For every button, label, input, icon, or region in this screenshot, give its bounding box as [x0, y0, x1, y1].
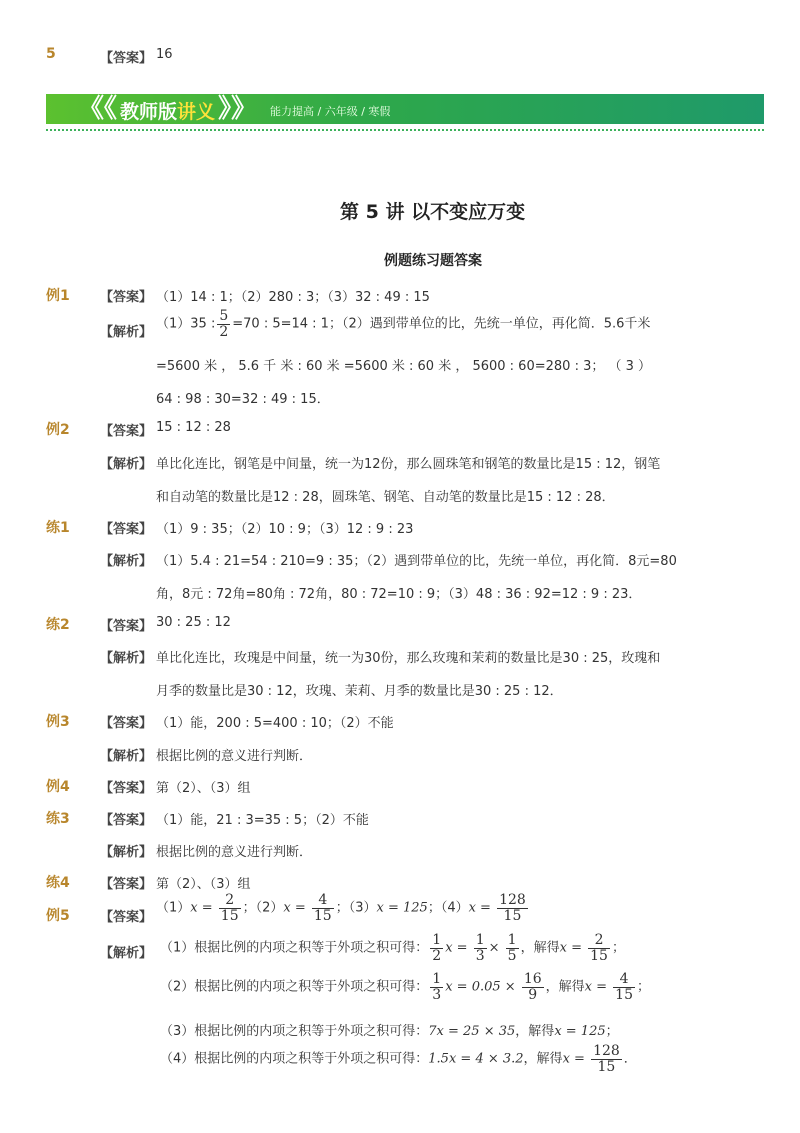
analysis-line: 单比化连比，钢笔是中间量，统一为12份，那么圆珠笔和钢笔的数量比是15 : 12，钢笔: [156, 457, 661, 472]
answer-text: 15 : 12 : 28: [156, 420, 231, 435]
item-label: 例5: [46, 908, 70, 924]
answer-tag: 【答案】: [100, 424, 153, 439]
item-number: 5: [46, 46, 56, 62]
answer-text: 第（2）、（3）组: [156, 877, 251, 892]
analysis-tag: 【解析】: [100, 845, 153, 860]
analysis-line: （1）5.4 : 21=54 : 210=9 : 35；（2）遇到带单位的比，先统一单位，再化简．8元=80: [156, 554, 677, 569]
analysis-line: 根据比例的意义进行判断．: [156, 845, 313, 860]
analysis-tag: 【解析】: [100, 457, 153, 472]
analysis-line: 根据比例的意义进行判断．: [156, 749, 313, 764]
item-label: 练3: [46, 811, 70, 827]
answer-tag: 【答案】: [100, 716, 153, 731]
analysis-line: （1）根据比例的内项之积等于外项之积可得： $\frac{1}{2}$ x = $\frac{1}{3}$ × $\frac{1}{5}$ ，解得x = $\frac{2}{15}$ ；: [160, 932, 625, 964]
answer-value: 16: [156, 47, 173, 62]
banner-divider: [46, 129, 764, 131]
analysis-tag: 【解析】: [100, 554, 153, 569]
item-label: 例4: [46, 779, 70, 795]
item-label: 练2: [46, 617, 70, 633]
fraction: $\frac{5}{2}$: [219, 308, 229, 340]
page-title: 第 5 讲 以不变应万变: [340, 201, 526, 223]
answer-tag: 【答案】: [100, 619, 153, 634]
answer-tag: 【答案】: [100, 522, 153, 537]
answer-tag: 【答案】: [100, 51, 153, 66]
answer-text: 30 : 25 : 12: [156, 615, 231, 630]
item-label: 例2: [46, 422, 70, 438]
analysis-line: 64 : 98 : 30=32 : 49 : 15．: [156, 392, 330, 407]
page-subtitle: 例题练习题答案: [384, 253, 482, 269]
answer-tag: 【答案】: [100, 781, 153, 796]
analysis-line: 角，8元 : 72角=80角 : 72角，80 : 72=10 : 9；（3）48 : 36 : 92=12 : 9 : 23．: [156, 587, 642, 602]
analysis-tag: 【解析】: [100, 651, 153, 666]
analysis-line: 单比化连比，玫瑰是中间量，统一为30份，那么玫瑰和茉莉的数量比是30 : 25，玫瑰和: [156, 651, 661, 666]
item-label: 例1: [46, 288, 70, 304]
answer-text: （1）能，200 : 5=400 : 10；（2）不能: [156, 716, 394, 731]
analysis-line: （4）根据比例的内项之积等于外项之积可得：1.5x = 4 × 3.2，解得x = $\frac{128}{15}$ ．: [160, 1043, 637, 1075]
item-label: 练1: [46, 520, 70, 536]
analysis-line: （1）35 : $\frac{5}{2}$ =70 : 5=14 : 1；（2）遇到带单位的比，先统一单位，再化简．5.6千米: [156, 308, 651, 340]
analysis-tag: 【解析】: [100, 325, 153, 340]
answer-tag: 【答案】: [100, 813, 153, 828]
answer-text: （1）14 : 1；（2）280 : 3；（3）32 : 49 : 15: [156, 290, 430, 305]
answer-line: （1）x = $\frac{2}{15}$ ；（2）x = $\frac{4}{15}$ ；（3）x = 125；（4）x = $\frac{128}{15}$: [156, 892, 526, 924]
item-label: 例3: [46, 714, 70, 730]
banner-title: 教师版讲义: [120, 101, 216, 123]
analysis-line: 和自动笔的数量比是12 : 28，圆珠笔、钢笔、自动笔的数量比是15 : 12 : 28．: [156, 490, 615, 505]
answer-text: （1）能，21 : 3=35 : 5；（2）不能: [156, 813, 369, 828]
analysis-line: 月季的数量比是30 : 12，玫瑰、茉莉、月季的数量比是30 : 25 : 12．: [156, 684, 563, 699]
answer-tag: 【答案】: [100, 910, 153, 925]
item-label: 练4: [46, 875, 70, 891]
answer-text: （1）9 : 35；（2）10 : 9；（3）12 : 9 : 23: [156, 522, 414, 537]
answer-tag: 【答案】: [100, 877, 153, 892]
answer-tag: 【答案】: [100, 290, 153, 305]
analysis-tag: 【解析】: [100, 946, 153, 961]
answer-text: 第（2）、（3）组: [156, 781, 251, 796]
chevron-right-icon: 》》: [218, 94, 258, 124]
analysis-tag: 【解析】: [100, 749, 153, 764]
analysis-line: =5600 米 ， 5.6 千 米 : 60 米 =5600 米 : 60 米 ， 5600 : 60=280 : 3； （ 3 ）: [156, 359, 652, 374]
header-banner: [46, 94, 764, 126]
chevron-left-icon: 《《: [78, 94, 118, 124]
banner-subtitle: 能力提高 / 六年级 / 寒假: [270, 105, 391, 118]
analysis-line: （2）根据比例的内项之积等于外项之积可得： $\frac{1}{3}$ x = 0.05 × $\frac{16}{9}$ ，解得x = $\frac{4}{15}$ ；: [160, 971, 650, 1003]
analysis-line: （3）根据比例的内项之积等于外项之积可得：7x = 25 × 35，解得x = 125；: [160, 1024, 619, 1039]
